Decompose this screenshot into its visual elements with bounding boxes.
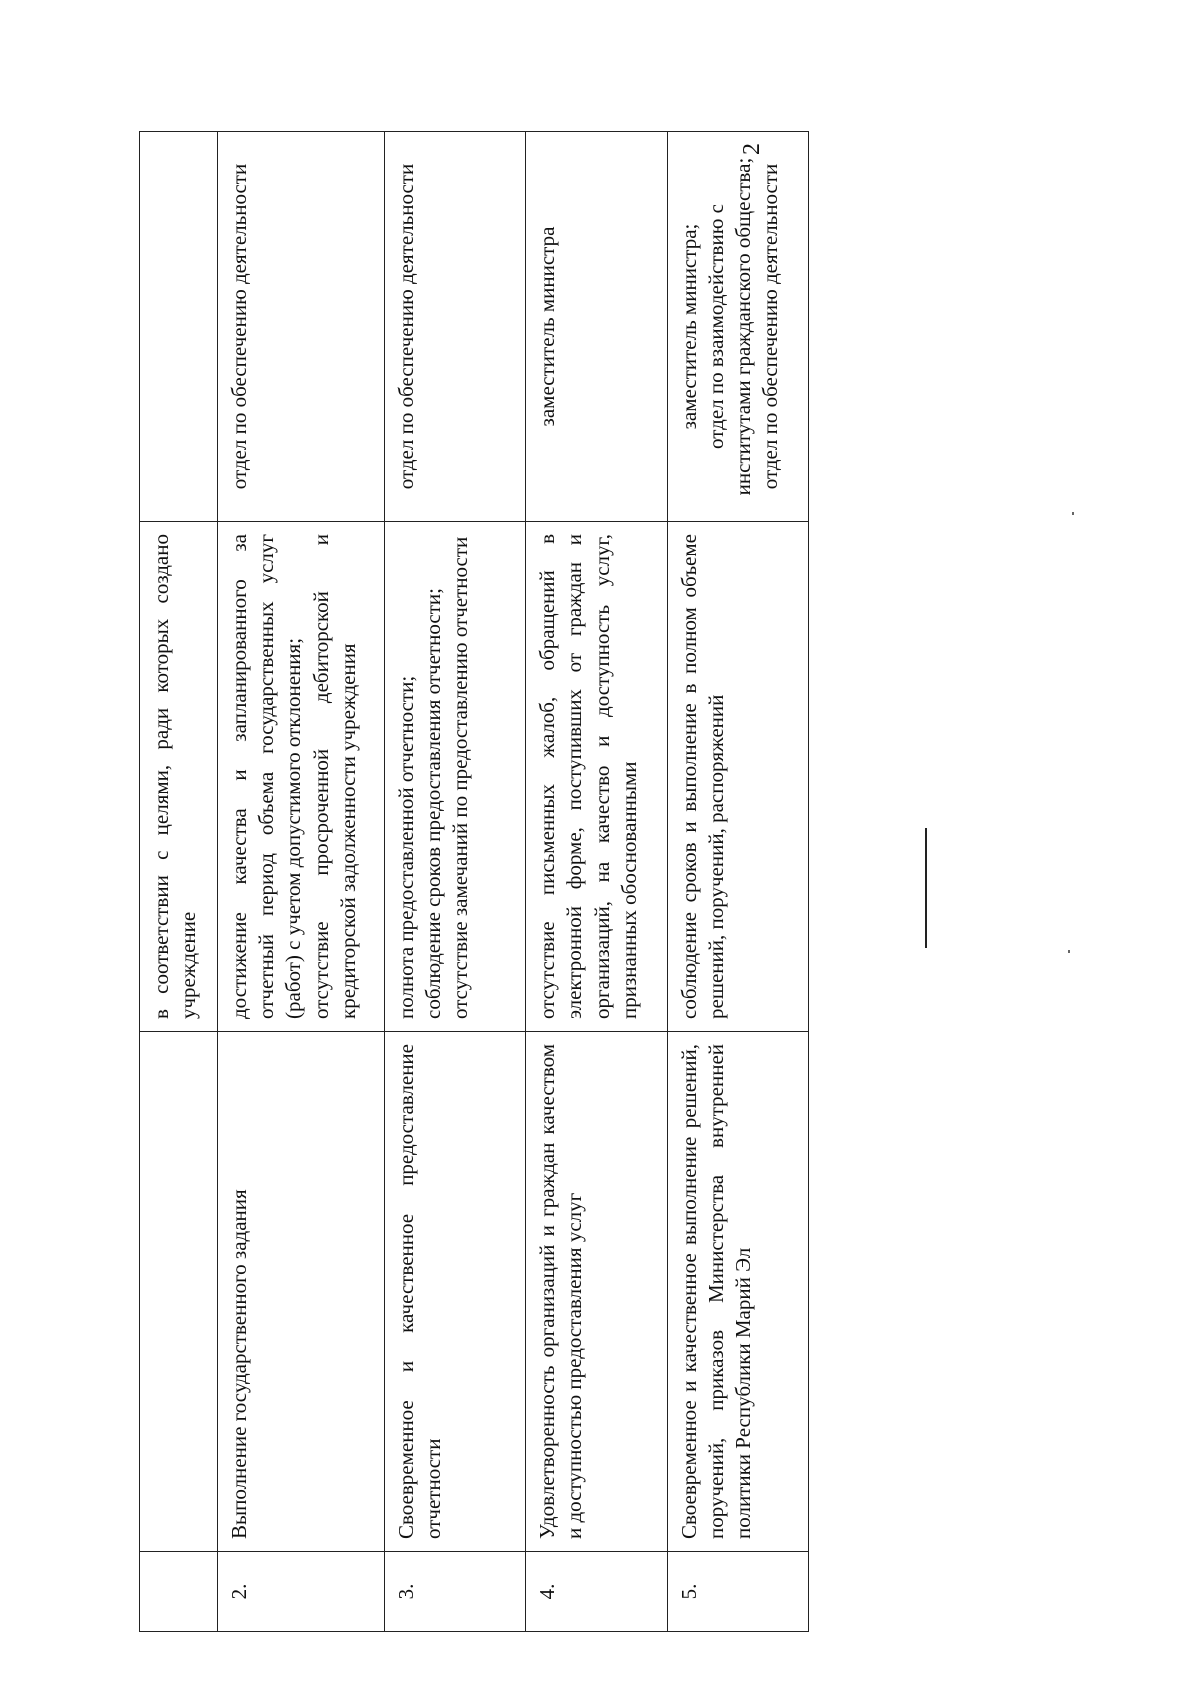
criteria-line: достижение качества и запланированного за отчетный период объема государственных услуг (работ) с учетом допустимого отклонения; [226,534,306,1019]
indicator-cell [140,1032,218,1552]
criteria-cell [667,522,808,1032]
table-row [140,132,218,1632]
responsible-cell [667,132,808,522]
criteria-cell [140,522,218,1032]
table-row [526,132,667,1632]
criteria-cell [526,522,667,1032]
responsible-line: отдел по взаимодействию с институтами гражданского общества; [703,157,756,496]
row-number: 4. [526,1552,667,1632]
scan-speck [1072,512,1074,515]
criteria-cell [384,522,525,1032]
criteria-line: полнота предоставленной отчетности; [393,675,418,1019]
indicator-cell: Выполнение государственного задания [217,1032,384,1552]
rotated-page-content [139,132,809,1632]
criteria-line: соблюдение сроков предоставления отчетности; [421,588,446,1019]
table-row [384,132,525,1632]
criteria-line: отсутствие просроченной дебиторской и кредиторской задолженности учреждения [308,534,361,1019]
table-row [217,132,384,1632]
responsible-cell [384,132,525,522]
responsible-line: отдел по обеспечению деятельности [393,163,418,490]
row-number: 2. [217,1552,384,1632]
criteria-line: отсутствие замечаний по предоставлению отчетности [448,536,473,1019]
responsible-line: отдел по обеспечению деятельности [758,163,783,490]
criteria-line: соблюдение сроков и выполнение в полном объеме решений, поручений, распоряжений [676,534,728,1019]
end-separator-line [925,828,927,948]
page-number: 2 [739,143,765,155]
indicator-cell: Удовлетворенность организаций и граждан качеством и доступностью предоставления услуг [526,1032,667,1552]
criteria-table [139,131,809,1632]
responsible-cell [526,132,667,522]
scan-speck [1068,950,1070,953]
responsible-cell [217,132,384,522]
responsible-line: заместитель министра [535,226,560,427]
criteria-line: в соответствии с целями, ради которых создано учреждение [149,534,201,1019]
row-number: 3. [384,1552,525,1632]
responsible-cell [140,132,218,522]
responsible-line: отдел по обеспечению деятельности [226,163,251,490]
indicator-cell: Своевременное и качественное выполнение решений, поручений, приказов Министерства внутренней политики Республики Марий Эл [667,1032,808,1552]
table-row [667,132,808,1632]
indicator-cell: Своевременное и качественное предоставление отчетности [384,1032,525,1552]
row-number [140,1552,218,1632]
criteria-cell [217,522,384,1032]
criteria-line: отсутствие письменных жалоб, обращений в электронной форме, поступивших от граждан и организаций, на качество и доступность услуг, признанных обоснованными [535,534,642,1019]
row-number: 5. [667,1552,808,1632]
responsible-line: заместитель министра; [676,223,701,430]
